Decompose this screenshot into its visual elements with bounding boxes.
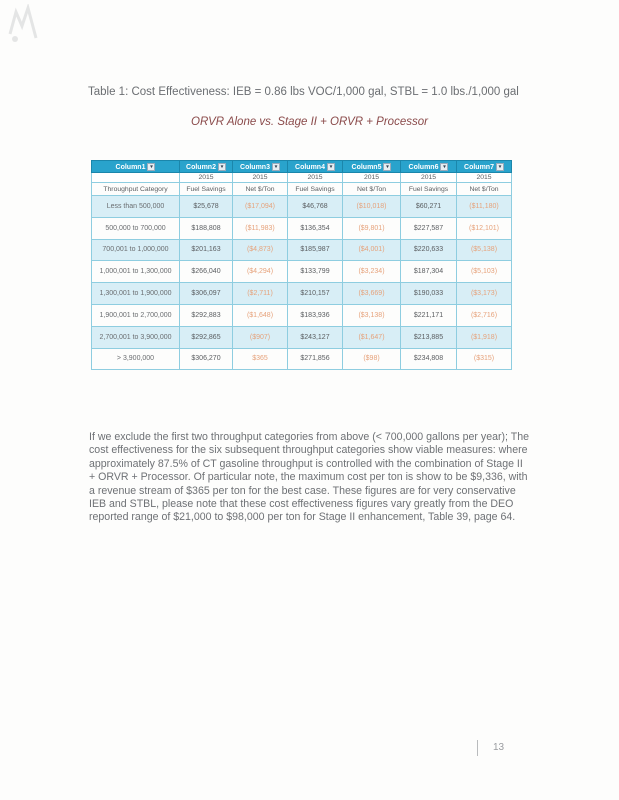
table-row (92, 283, 512, 305)
value-cell: $210,157 (288, 283, 343, 305)
year-cell: 2015 (457, 173, 512, 183)
value-cell: $292,883 (180, 304, 233, 326)
value-cell: ($5,103) (457, 261, 512, 283)
value-cell: $25,678 (180, 196, 233, 218)
column-header-label: Column7 (464, 163, 494, 171)
value-cell: ($9,801) (343, 217, 401, 239)
throughput-category-cell: 1,000,001 to 1,300,000 (92, 261, 180, 283)
value-cell: ($12,101) (457, 217, 512, 239)
value-cell: ($3,173) (457, 283, 512, 305)
filter-dropdown-icon[interactable]: ▾ (272, 163, 280, 171)
year-row (92, 173, 512, 183)
label-row (92, 183, 512, 196)
label-cell: Throughput Category (92, 183, 180, 196)
value-cell: ($2,716) (457, 304, 512, 326)
year-cell: 2015 (180, 173, 233, 183)
body-paragraph (89, 431, 529, 525)
label-cell: Fuel Savings (180, 183, 233, 196)
year-cell: 2015 (343, 173, 401, 183)
year-cell: 2015 (401, 173, 457, 183)
value-cell: $190,033 (401, 283, 457, 305)
value-cell: $136,354 (288, 217, 343, 239)
table-title: Table 1: Cost Effectiveness: IEB = 0.86 lbs VOC/1,000 gal, STBL = 1.0 lbs./1,000 gal (88, 86, 519, 98)
value-cell: $365 (233, 348, 288, 370)
throughput-category-cell: 500,000 to 700,000 (92, 217, 180, 239)
table-header-row (92, 161, 512, 173)
column-header-label: Column2 (186, 163, 216, 171)
year-cell: 2015 (233, 173, 288, 183)
value-cell: $243,127 (288, 326, 343, 348)
value-cell: ($4,001) (343, 239, 401, 261)
value-cell: $60,271 (401, 196, 457, 218)
throughput-category-cell: 1,900,001 to 2,700,000 (92, 304, 180, 326)
value-cell: ($3,234) (343, 261, 401, 283)
value-cell: ($10,018) (343, 196, 401, 218)
value-cell: $221,171 (401, 304, 457, 326)
year-cell (92, 173, 180, 183)
column-header[interactable] (343, 161, 401, 173)
cost-effectiveness-table (91, 160, 512, 370)
value-cell: $187,304 (401, 261, 457, 283)
page-number: 13 (493, 742, 505, 753)
filter-dropdown-icon[interactable]: ▾ (383, 163, 391, 171)
table-row (92, 261, 512, 283)
throughput-category-cell: 2,700,001 to 3,900,000 (92, 326, 180, 348)
value-cell: ($1,918) (457, 326, 512, 348)
paragraph-text: If we exclude the first two throughput categories from above (< 700,000 gallons per year); The cost effectiveness for the six subsequent throughput categories show viable measures: where approximately 87.5% of CT gasoline throughput is controlled with the combination of Stage II + ORVR + Processor. Of particular note, the maximum cost per ton is show to be $9,336, with a revenue stream of $365 per ton for the best case. These figures are for very conservative IEB and STBL, please note that these cost effectiveness figures vary greatly from the DEO reported range of $21,000 to $98,000 per ton for Stage II enhancement, Table 39, page 64. (89, 431, 529, 524)
value-cell: $201,163 (180, 239, 233, 261)
value-cell: ($907) (233, 326, 288, 348)
page-divider (477, 740, 478, 756)
value-cell: ($1,648) (233, 304, 288, 326)
table-row (92, 348, 512, 370)
value-cell: ($315) (457, 348, 512, 370)
value-cell: $266,040 (180, 261, 233, 283)
throughput-category-cell: 700,001 to 1,000,000 (92, 239, 180, 261)
value-cell: $46,768 (288, 196, 343, 218)
label-cell: Net $/Ton (343, 183, 401, 196)
value-cell: ($11,983) (233, 217, 288, 239)
value-cell: ($4,873) (233, 239, 288, 261)
value-cell: $271,856 (288, 348, 343, 370)
value-cell: ($2,711) (233, 283, 288, 305)
label-cell: Net $/Ton (233, 183, 288, 196)
label-cell: Net $/Ton (457, 183, 512, 196)
label-cell: Fuel Savings (401, 183, 457, 196)
throughput-category-cell: > 3,900,000 (92, 348, 180, 370)
value-cell: $220,633 (401, 239, 457, 261)
label-cell: Fuel Savings (288, 183, 343, 196)
value-cell: $213,885 (401, 326, 457, 348)
filter-dropdown-icon[interactable]: ▾ (496, 163, 504, 171)
column-header[interactable] (288, 161, 343, 173)
value-cell: $306,097 (180, 283, 233, 305)
value-cell: ($3,669) (343, 283, 401, 305)
value-cell: ($3,138) (343, 304, 401, 326)
filter-dropdown-icon[interactable]: ▾ (218, 163, 226, 171)
value-cell: ($1,647) (343, 326, 401, 348)
value-cell: ($4,294) (233, 261, 288, 283)
column-header[interactable] (233, 161, 288, 173)
column-header[interactable] (457, 161, 512, 173)
throughput-category-cell: Less than 500,000 (92, 196, 180, 218)
value-cell: ($11,180) (457, 196, 512, 218)
column-header[interactable] (401, 161, 457, 173)
column-header[interactable] (180, 161, 233, 173)
value-cell: $185,987 (288, 239, 343, 261)
table-row (92, 217, 512, 239)
value-cell: ($5,138) (457, 239, 512, 261)
filter-dropdown-icon[interactable]: ▾ (440, 163, 448, 171)
column-header[interactable] (92, 161, 180, 173)
filter-dropdown-icon[interactable]: ▾ (147, 163, 155, 171)
column-header-label: Column5 (351, 163, 382, 171)
table-row (92, 326, 512, 348)
column-header-label: Column3 (240, 163, 270, 171)
column-header-label: Column4 (295, 163, 325, 171)
value-cell: $292,865 (180, 326, 233, 348)
corner-logo-mark (6, 4, 40, 44)
throughput-category-cell: 1,300,001 to 1,900,000 (92, 283, 180, 305)
value-cell: ($98) (343, 348, 401, 370)
value-cell: ($17,094) (233, 196, 288, 218)
value-cell: $183,936 (288, 304, 343, 326)
year-cell: 2015 (288, 173, 343, 183)
column-header-label: Column1 (115, 163, 146, 171)
table-row (92, 304, 512, 326)
table-row (92, 196, 512, 218)
value-cell: $306,270 (180, 348, 233, 370)
value-cell: $188,808 (180, 217, 233, 239)
column-header-label: Column6 (408, 163, 439, 171)
table-subtitle: ORVR Alone vs. Stage II + ORVR + Processor (191, 116, 428, 128)
value-cell: $234,808 (401, 348, 457, 370)
value-cell: $133,799 (288, 261, 343, 283)
table-row (92, 239, 512, 261)
filter-dropdown-icon[interactable]: ▾ (327, 163, 335, 171)
value-cell: $227,587 (401, 217, 457, 239)
